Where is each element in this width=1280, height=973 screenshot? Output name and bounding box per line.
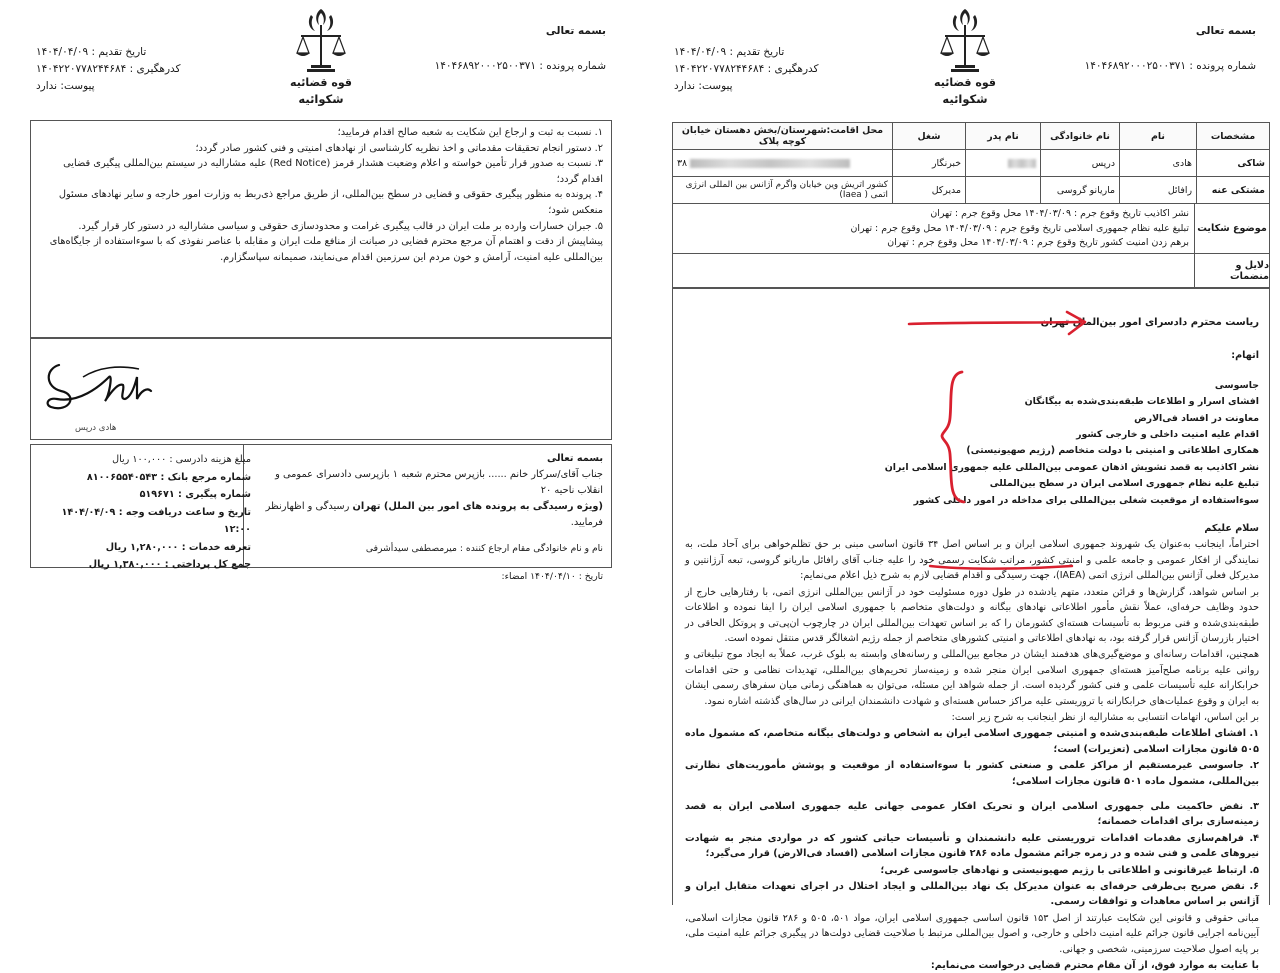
party-father-redacted: [966, 150, 1041, 177]
paragraph: بر اساس شواهد، گزارش‌ها و قرائن متعدد، متهم یادشده در طول دوره مسئولیت خود در آژانس بین‌المللی انرژی اتمی، با رفتارهایی خارج از حدود وظایف حرفه‌ای، عملاً نقش مأمور اطلاعاتی نهادهای بیگانه و دولت‌های متخاصم با جمهوری اسلامی ایران را ایفا نموده و اطلاعات طبقه‌بندی‌شده و فنی مربوط به تأسیسات هسته‌ای کشورمان را که بر اساس تعهدات بین‌المللی ایران در چارچوب ان‌پی‌تی و پروتکل الحاقی در اختیار بازرسان آژانس قرار گرفته بود، به نهادهای اطلاعاتی و امنیتی کشورهای متخاصم از جمله رژیم اشغالگر قدس منتقل نموده است.: [685, 586, 1259, 644]
list-item: سوءاستفاده از موقعیت شغلی بین‌المللی برای مداخله در امور داخلی کشور: [913, 494, 1259, 506]
closing-text: پیشاپیش از دقت و اهتمام آن مرجع محترم قضایی در صیانت از منافع ملت ایران و مقابله با عناصر نفوذی که با سوءاستفاده از جایگاه‌های بین‌المللی علیه امنیت، آرامش و خون مردم این سرزمین اقدام می‌نمایند، صمیمانه سپاسگزارم.: [49, 236, 603, 263]
request-item: ۴. پرونده به منظور پیگیری حقوقی و قضایی در سطح بین‌المللی، از طریق مراجع ذی‌ربط به وزارت امور خارجه و سایر نهادهای مسئول منعکس شود؛: [58, 189, 603, 216]
payment-service-fee: تعرفه خدمات : ۱,۲۸۰,۰۰۰ ریال: [105, 541, 251, 553]
final-request: با عنایت به موارد فوق، از آن مقام محترم قضایی درخواست می‌نمایم:: [930, 960, 1259, 972]
numbered-item: ۶. نقض صریح بی‌طرفی حرفه‌ای به عنوان مدیرکل یک نهاد بین‌المللی و ایجاد اختلال در اجرای تعهدات متقابل ایران و آژانس بر اساس معاهدات و توافقات رسمی.: [685, 881, 1259, 908]
header-meta: [36, 44, 181, 95]
request-item: ۵. جبران خسارات وارده بر ملت ایران در قالب پیگیری غرامت و محدودسازی حقوقی و سیاسی مشارالیه در دستور کار قرار گیرد.: [78, 220, 603, 232]
party-job: خبرنگار: [893, 150, 966, 177]
submission-date: تاریخ تقدیم : ۱۴۰۴/۰۴/۰۹: [36, 46, 147, 58]
accusation-title: اتهام:: [1231, 350, 1259, 362]
page-header: [660, 0, 1270, 120]
tracking-code: کدرهگیری : ۱۴۰۴۲۲۰۷۷۸۲۴۴۶۸۴: [36, 63, 181, 75]
party-family: ماریانو گروسی: [1041, 177, 1120, 204]
signer-name: هادی درپس: [75, 423, 117, 433]
party-job: مدیرکل: [893, 177, 966, 204]
list-item: همکاری اطلاعاتی و امنیتی با دولت متخاصم (رژیم صهیونیستی): [966, 445, 1259, 457]
page-header: [22, 0, 620, 120]
request-item: ۱. نسبت به ثبت و ارجاع این شکایت به شعبه صالح اقدام فرمایید؛: [337, 127, 603, 138]
numbered-item: ۳. نقض حاکمیت ملی جمهوری اسلامی ایران و تحریک افکار عمومی جهانی علیه جمهوری اسلامی ایران به قصد زمینه‌سازی برای اقدامات خصمانه؛: [685, 800, 1259, 828]
scales-of-justice-icon: [293, 5, 349, 75]
evidence-label: دلایل و منضمات: [1194, 254, 1269, 287]
list-item: افشای اسرار و اطلاعات طبقه‌بندی‌شده به بیگانگان: [1024, 396, 1259, 408]
numbered-item: ۴. فراهم‌سازی مقدمات اقدامات تروریستی علیه دانشمندان و تأسیسات حیاتی کشور که در مواردی منجر به شهادت نیروهای علمی و فنی شده و در زمره جرائم مشمول ماده ۲۸۶ قانون مجازات اسلامی (افساد فی‌الارض) قرار می‌گیرد؛: [685, 832, 1259, 860]
table-header-row: [673, 123, 1270, 150]
greeting: سلام علیکم: [1204, 523, 1259, 535]
paragraph: بر این اساس، اتهامات انتسابی به مشارالیه از نظر اینجانب به شرح زیر است:: [951, 711, 1259, 723]
referrer-name: نام و نام خانوادگی مقام ارجاع کننده : میرمصطفی سیدأشرفی: [365, 543, 603, 554]
complaint-subject-row: [672, 204, 1270, 254]
numbered-item: ۵. ارتباط غیرقانونی و اطلاعاتی با رژیم صهیونیستی و نهادهای جاسوسی غربی؛: [880, 864, 1259, 876]
payment-total: جمع کل پرداختی : ۱,۳۸۰,۰۰۰ ریال: [88, 559, 251, 570]
file-number: شماره پرونده : ۱۴۰۴۶۸۹۲۰۰۰۲۵۰۰۳۷۱: [434, 60, 606, 72]
party-address-redacted: ۳۸: [673, 150, 893, 177]
payment-datetime: تاریخ و ساعت دریافت وجه : ۱۴۰۴/۰۴/۰۹ ۱۲:۰۰: [61, 506, 251, 535]
basmala: بسمه تعالی: [1195, 25, 1256, 37]
party-father: [966, 177, 1041, 204]
table-row: [673, 177, 1270, 204]
list-item: معاونت در افساد فی‌الارض: [1134, 412, 1259, 424]
numbered-item: ۲. جاسوسی غیرمستقیم از مراکز علمی و صنعتی کشور با سوءاستفاده از موقعیت و پوشش مأموریت‌های نظارتی بین‌المللی، مشمول ماده ۵۰۱ قانون مجازات اسلامی؛: [685, 760, 1259, 787]
party-role: مشتکی عنه: [1197, 177, 1270, 204]
judiciary-emblem: [281, 5, 361, 106]
attachment: پیوست: ندارد: [674, 80, 733, 92]
referral-line: (ویژه رسیدگی به پرونده های امور بین الملل) تهران رسیدگی و اظهارنظر فرمایید.: [265, 501, 603, 528]
referral-date: تاریخ : ۱۴۰۴/۰۴/۱۰ امضاء:: [501, 571, 603, 582]
handwritten-signature: [39, 347, 159, 422]
charges-list: [685, 378, 1259, 509]
tracking-code: کدرهگیری : ۱۴۰۴۲۲۰۷۷۸۲۴۴۶۸۴: [674, 63, 819, 75]
table-row: [673, 150, 1270, 177]
column-header: محل اقامت:شهرستان/بخش دهستان خیابان کوچه پلاک: [673, 123, 893, 150]
submission-date: تاریخ تقدیم : ۱۴۰۴/۰۴/۰۹: [674, 46, 785, 58]
paragraph: احتراماً، اینجانب به‌عنوان یک شهروند جمهوری اسلامی ایران و بر اساس اصل ۳۴ قانون اساسی مبنی بر حق تظلم‌خواهی برای آحاد ملت، به نمایندگی از افکار عمومی و جامعه علمی و امنیتی کشور، مراتب شکایت رسمی خود را علیه جناب آقای رافائل ماریانو گروسی، تبعه آرژانتین و مدیرکل فعلی آژانس بین‌المللی انرژی اتمی (IAEA)، جهت رسیدگی و اقدام قضایی لازم به شرح ذیل اعلام می‌نمایم:: [685, 539, 1259, 582]
column-header: مشخصات: [1197, 123, 1270, 150]
header-meta: [674, 44, 819, 95]
complaint-page-1: [660, 0, 1270, 972]
paragraph: همچنین، اقدامات رسانه‌ای و موضع‌گیری‌های هدفمند ایشان در مجامع بین‌المللی و رسانه‌های وابسته به بلوک غرب، عملاً به ایجاد موج تبلیغاتی و روانی علیه برنامه صلح‌آمیز هسته‌ای جمهوری اسلامی ایران منجر شده و زمینه‌ساز تحریم‌های بین‌المللی، تهدیدات نظامی و حتی اقدامات خرابکارانه علیه تأسیسات علمی و فنی کشور گردیده است. از جمله شواهد این مسئله، می‌توان به هماهنگی زمانی میان سفرهای رسمی ایشان به ایران و وقوع عملیات‌های خرابکارانه یا تروریستی علیه مراکز حساس هسته‌ای و شهادت دانشمندان ایرانی در سال‌های گذشته اشاره نمود.: [685, 649, 1259, 707]
org-name: قوه قضائیه: [290, 76, 352, 89]
doc-type: شکوائیه: [942, 92, 988, 106]
subject-item: نشر اکاذیب تاریخ وقوع جرم : ۱۴۰۴/۰۳/۰۹ محل وقوع جرم : تهران: [930, 208, 1189, 219]
payment-section: [31, 445, 259, 570]
subject-list: [677, 204, 1189, 251]
column-header: شغل: [893, 123, 966, 150]
evidence-row: [672, 254, 1270, 288]
addressee: ریاست محترم دادسرای امور بین‌الملل تهران: [1040, 317, 1259, 328]
referral-section: [243, 445, 611, 582]
legal-basis: مبانی حقوقی و قانونی این شکایت عبارتند از اصل ۱۵۳ قانون اساسی جمهوری اسلامی ایران، مواد ۵۰۱، ۵۰۵ و ۲۸۶ قانون مجازات اسلامی، آیین‌نامه اجرایی قانون جرائم علیه امنیت داخلی و خارجی، و اصول بین‌المللی مرتبط با صلاحیت قضایی دولت‌ها در پیگیری جرائم علیه امنیت ملی، بر پایه اصول صلاحیت سرزمینی، شخصی و جهانی.: [685, 912, 1259, 955]
list-item: جاسوسی: [1214, 379, 1259, 391]
parties-table: [672, 122, 1270, 204]
list-item: تبلیغ علیه نظام جمهوری اسلامی ایران در سطح بین‌المللی: [989, 478, 1259, 490]
referral-basmala: بسمه تعالی: [546, 453, 603, 464]
doc-type: شکوائیه: [298, 92, 344, 106]
basmala: بسمه تعالی: [545, 25, 606, 37]
party-address: کشور اتریش وین خیابان واگرم آژانس بین المللی انرژی اتمی ( Iaea): [673, 177, 893, 204]
party-name: رافائل: [1120, 177, 1197, 204]
scales-of-justice-icon: [937, 5, 993, 75]
numbered-item: ۱. افشای اطلاعات طبقه‌بندی‌شده و امنیتی جمهوری اسلامی ایران به اشخاص و دولت‌های بیگانه متخاصم، که مشمول ماده ۵۰۵ قانون مجازات اسلامی (تعزیرات) است؛: [685, 728, 1259, 755]
party-name: هادی: [1120, 150, 1197, 177]
column-header: نام خانوادگی: [1041, 123, 1120, 150]
list-item: اقدام علیه امنیت داخلی و خارجی کشور: [1076, 429, 1259, 441]
column-header: نام پدر: [966, 123, 1041, 150]
party-family: درپس: [1041, 150, 1120, 177]
judiciary-emblem: [925, 5, 1005, 106]
referral-line: جناب آقای/سرکار خانم ...... بازپرس محترم شعبه ۱ بازپرسی دادسرای عمومی و انقلاب ناحیه ۲۰: [275, 469, 603, 496]
org-name: قوه قضائیه: [934, 76, 996, 89]
list-item: نشر اکاذیب به قصد تشویش اذهان عمومی بین‌المللی علیه جمهوری اسلامی ایران: [884, 461, 1259, 473]
request-item: ۲. دستور انجام تحقیقات مقدماتی و اخذ نظریه کارشناسی از نهادهای امنیتی و فنی کشور صادر گردد؛: [195, 142, 603, 154]
request-item: ۳. نسبت به صدور قرار تأمین خواسته و اعلام وضعیت هشدار قرمز (Red Notice) علیه مشارالیه در سیستم بین‌المللی پیگیری قضایی اقدام گردد؛: [63, 158, 603, 185]
file-number: شماره پرونده : ۱۴۰۴۶۸۹۲۰۰۰۲۵۰۰۳۷۱: [1084, 60, 1256, 72]
payment-fee: مبلغ هزینه دادرسی : ۱۰۰,۰۰۰ ریال: [112, 454, 251, 465]
referral-payment-box: [30, 444, 612, 582]
subject-item: برهم زدن امنیت کشور تاریخ وقوع جرم : ۱۴۰۴/۰۳/۰۹ محل وقوع جرم : تهران: [887, 237, 1189, 249]
subject-item: تبلیغ علیه نظام جمهوری اسلامی تاریخ وقوع جرم : ۱۴۰۴/۰۳/۰۹ محل وقوع جرم : تهران: [850, 222, 1189, 234]
signature-box: [30, 338, 612, 440]
column-header: نام: [1120, 123, 1197, 150]
payment-tracking: شماره پیگیری : ۵۱۹۶۷۱: [139, 489, 251, 500]
complaint-page-2: [22, 0, 620, 905]
attachment: پیوست: ندارد: [36, 80, 95, 92]
payment-bank-ref: شماره مرجع بانک : ۸۱۰۰۶۵۵۴۰۵۴۳: [86, 471, 251, 483]
party-role: شاکی: [1197, 150, 1270, 177]
requests-box: [30, 120, 612, 338]
subject-label: موضوع شکایت: [1194, 204, 1269, 253]
complaint-body: [672, 288, 1270, 972]
